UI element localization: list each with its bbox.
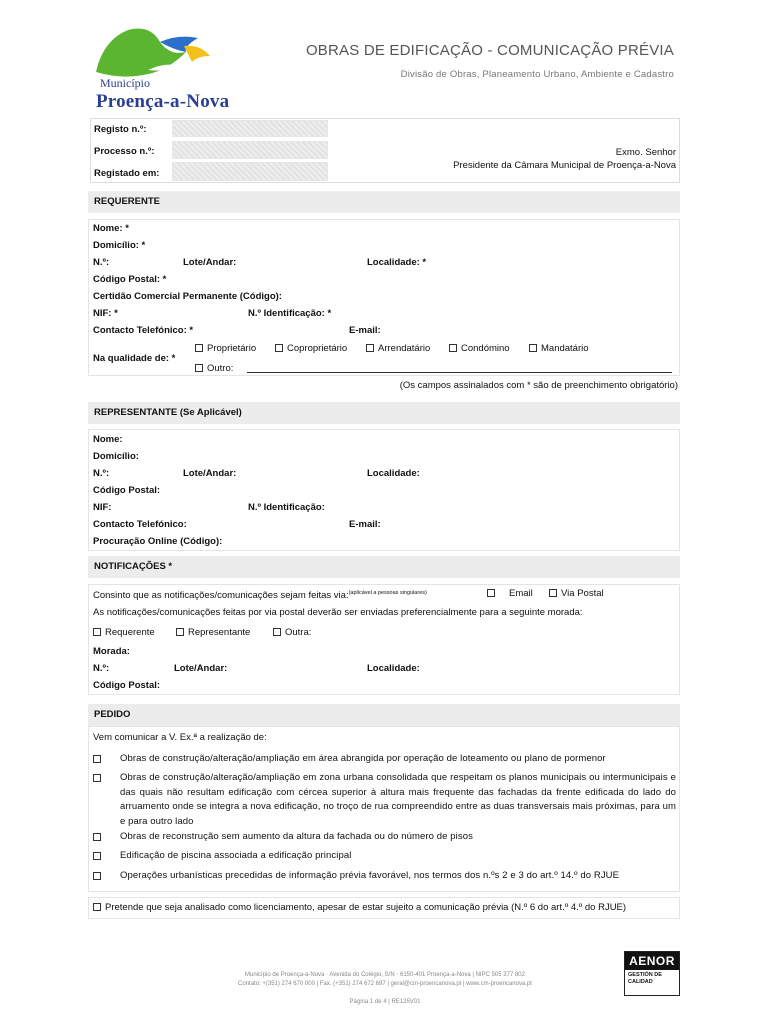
checkbox-outra[interactable] [273, 628, 281, 636]
rep-contacto-label: Contacto Telefónico: [93, 519, 187, 530]
opt-via-postal[interactable] [549, 588, 604, 599]
aenor-sub-label: GESTIÓN DE CALIDAD [628, 972, 662, 985]
opt-email[interactable] [487, 588, 533, 599]
opt-proprietario-label: Proprietário [207, 343, 257, 354]
rep-domicilio-label: Domicílio: [93, 451, 139, 462]
rep-codigo-postal-label: Código Postal: [93, 485, 161, 496]
processo-field[interactable] [172, 141, 328, 159]
aenor-label: AENOR [625, 952, 679, 970]
opt-outro-label: Outro: [207, 363, 234, 374]
consinto-text [93, 590, 427, 601]
representante-frame [88, 429, 680, 551]
opt-condomino-label: Condómino [461, 343, 510, 354]
checkbox-pedido-4[interactable] [93, 852, 101, 860]
registo-label: Registo n.º: [94, 124, 147, 135]
opt-proprietario[interactable] [195, 343, 256, 354]
document-subtitle: Divisão de Obras, Planeamento Urbano, Ambiente e Cadastro [400, 69, 674, 80]
opt-condomino[interactable] [449, 343, 510, 354]
opt-outro[interactable] [195, 363, 233, 374]
not-codigo-postal-label: Código Postal: [93, 680, 161, 691]
checkbox-coproprietario[interactable] [275, 344, 283, 352]
registo-field[interactable] [172, 120, 328, 137]
aenor-seal [624, 951, 680, 996]
req-domicilio-label: Domicílio: * [93, 240, 146, 251]
opt-representante-label: Representante [188, 627, 251, 638]
morada-note: As notificações/comunicações feitas por via postal deverão ser enviadas preferencialmente para a seguinte morada: [93, 607, 583, 618]
consinto-note: (aplicável a pessoas singulares) [348, 590, 427, 596]
opt-representante[interactable] [176, 627, 250, 638]
not-lote-label: Lote/Andar: [174, 663, 228, 674]
checkbox-pedido-5[interactable] [93, 872, 101, 880]
rep-n-ident-label: N.º Identificação: [248, 502, 325, 513]
opt-via-postal-label: Via Postal [561, 588, 604, 599]
checkbox-condomino[interactable] [449, 344, 457, 352]
pedido-item-2: Obras de construção/alteração/ampliação em zona urbana consolidada que respeitam os planos municipais ou intermunicipais e das quais não resultam edificação com cércea superior à altura mais frequente das fachadas da frente edificada do lado do arruamento onde se integra a nova edificação, no troço de rua compreendido entre as duas transversais mais próximas, para um e para outro lado [120, 772, 676, 827]
mandatory-note: (Os campos assinalados com * são de preenchimento obrigatório) [399, 380, 678, 391]
opt-mandatario[interactable] [529, 343, 589, 354]
req-certidao-label: Certidão Comercial Permanente (Código): [93, 291, 282, 302]
addressee-line1: Exmo. Senhor [615, 147, 676, 158]
req-lote-label: Lote/Andar: [183, 257, 237, 268]
opt-mandatario-label: Mandatário [541, 343, 589, 354]
req-codigo-postal-label: Código Postal: * [93, 274, 167, 285]
checkbox-outro[interactable] [195, 364, 203, 372]
not-localidade-label: Localidade: [367, 663, 420, 674]
footer-contact: Contato: +(351) 274 670 000 | Fax. (+351) 274 672 697 | geral@cm-proencanova.pt | www.cm-proencanova.pt [238, 981, 532, 987]
checkbox-email[interactable] [487, 589, 495, 597]
pedido-item-3: Obras de reconstrução sem aumento da altura da fachada ou do número de pisos [120, 831, 473, 842]
document-title: OBRAS DE EDIFICAÇÃO - COMUNICAÇÃO PRÉVIA [305, 42, 674, 59]
checkbox-requerente[interactable] [93, 628, 101, 636]
pedido-item-5: Operações urbanísticas precedidas de informação prévia favorável, nos termos dos n.ºs 2 e 3 do art.º 14.º do RJUE [120, 870, 620, 881]
checkbox-proprietario[interactable] [195, 344, 203, 352]
opt-licenciamento[interactable] [93, 902, 626, 913]
req-n-ident-label: N.º Identificação: * [248, 308, 332, 319]
not-morada-label: Morada: [93, 646, 130, 657]
opt-requerente-label: Requerente [105, 627, 155, 638]
pedido-heading: PEDIDO [88, 704, 680, 726]
req-email-label: E-mail: [349, 325, 381, 336]
addressee-line2: Presidente da Câmara Municipal de Proença-a-Nova [453, 160, 676, 171]
rep-procuracao-label: Procuração Online (Código): [93, 536, 223, 547]
rep-localidade-label: Localidade: [367, 468, 420, 479]
opt-email-label: Email [509, 588, 533, 599]
rep-lote-label: Lote/Andar: [183, 468, 237, 479]
opt-outra-label: Outra: [285, 627, 312, 638]
opt-requerente[interactable] [93, 627, 155, 638]
req-n-label: N.º: [93, 257, 110, 268]
rep-nif-label: NIF: [93, 502, 112, 513]
outro-input-line[interactable] [247, 372, 672, 373]
req-qualidade-label: Na qualidade de: * [93, 353, 176, 364]
pedido-item-1: Obras de construção/alteração/ampliação em área abrangida por operação de loteamento ou plano de pormenor [120, 753, 606, 764]
opt-coproprietario[interactable] [275, 343, 347, 354]
footer-page: Página 1 de 4 | RE125V01 [349, 999, 421, 1005]
checkbox-pedido-3[interactable] [93, 833, 101, 841]
req-nome-label: Nome: * [93, 223, 129, 234]
opt-arrendatario-label: Arrendatário [378, 343, 431, 354]
checkbox-mandatario[interactable] [529, 344, 537, 352]
registado-label: Registado em: [94, 168, 160, 179]
pedido-item-4: Edificação de piscina associada a edificação principal [120, 850, 352, 861]
checkbox-pedido-2[interactable] [93, 774, 101, 782]
rep-email-label: E-mail: [349, 519, 381, 530]
registado-field[interactable] [172, 162, 328, 181]
not-n-label: N.º: [93, 663, 110, 674]
req-nif-label: NIF: * [93, 308, 118, 319]
checkbox-licenciamento[interactable] [93, 903, 101, 911]
checkbox-via-postal[interactable] [549, 589, 557, 597]
opt-outra[interactable] [273, 627, 311, 638]
requerente-heading: REQUERENTE [88, 191, 680, 213]
checkbox-pedido-1[interactable] [93, 755, 101, 763]
pedido-intro: Vem comunicar a V. Ex.ª a realização de: [93, 732, 267, 743]
opt-arrendatario[interactable] [366, 343, 430, 354]
municipio-name: Proença-a-Nova [96, 91, 230, 112]
municipio-label: Município [100, 76, 150, 90]
licenciamento-label: Pretende que seja analisado como licenciamento, apesar de estar sujeito a comunicação prévia (N.º 6 do art.º 4.º do RJUE) [105, 902, 627, 913]
municipality-name [96, 76, 229, 113]
req-contacto-label: Contacto Telefónico: * [93, 325, 194, 336]
footer-address: Município de Proença-a-Nova · Avenida do Colégio, S/N · 6150-401 Proença-a-Nova | NIPC 505 377 802 [245, 972, 525, 978]
notificacoes-heading: NOTIFICAÇÕES * [88, 556, 680, 578]
req-localidade-label: Localidade: * [367, 257, 427, 268]
consinto-label: Consinto que as notificações/comunicações sejam feitas via: [93, 590, 349, 601]
rep-nome-label: Nome: [93, 434, 123, 445]
opt-coproprietario-label: Coproprietário [287, 343, 348, 354]
representante-heading: REPRESENTANTE (Se Aplicável) [88, 402, 680, 424]
processo-label: Processo n.º: [94, 146, 155, 157]
rep-n-label: N.º: [93, 468, 110, 479]
checkbox-arrendatario[interactable] [366, 344, 374, 352]
checkbox-representante[interactable] [176, 628, 184, 636]
